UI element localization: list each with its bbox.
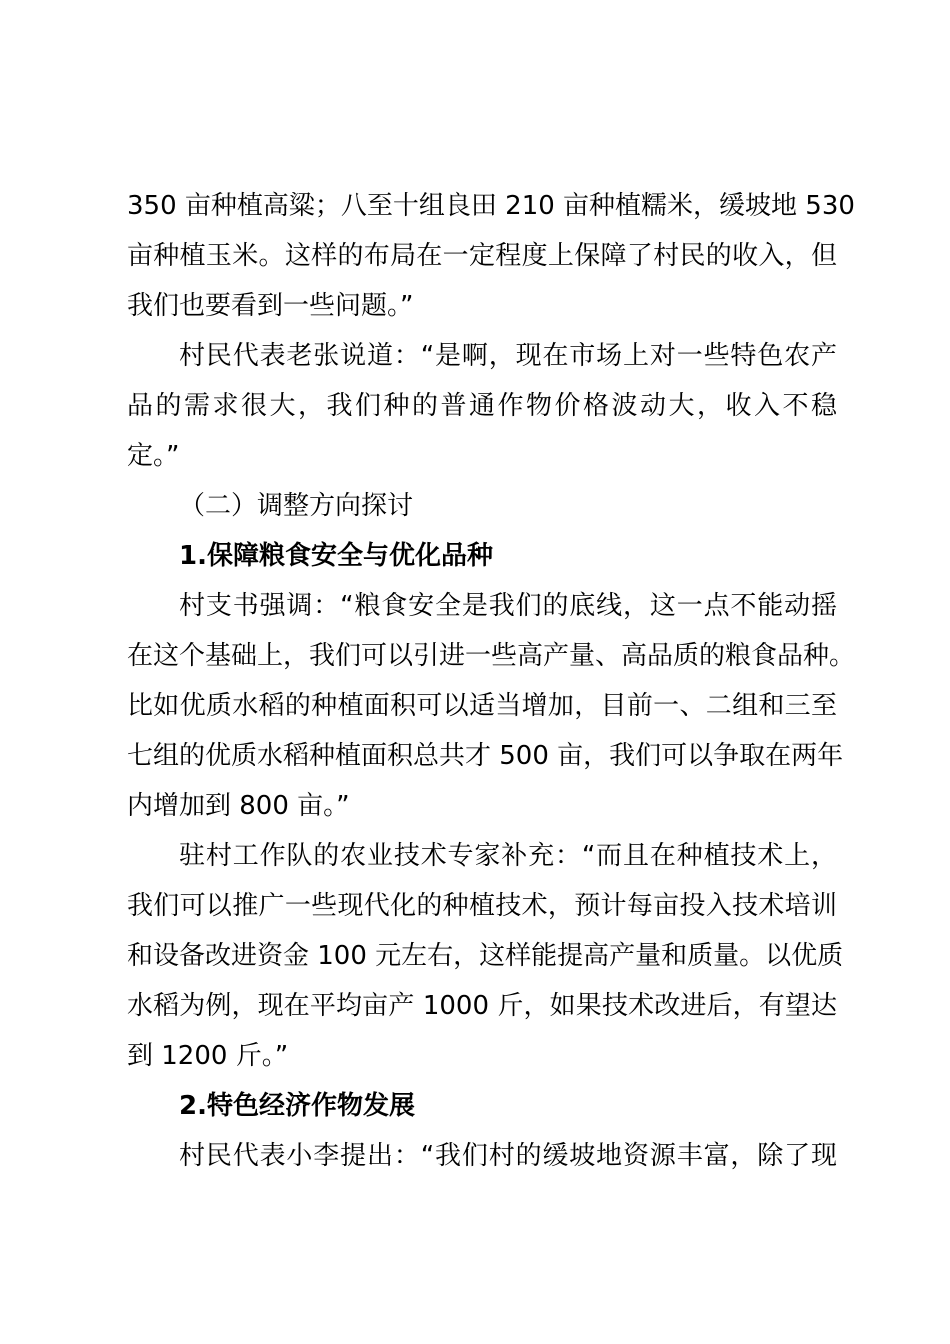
paragraph-line: 我们可以推广一些现代化的种植技术，预计每亩投入技术培训 <box>127 891 837 921</box>
paragraph-line: 我们也要看到一些问题。” <box>127 291 414 321</box>
paragraph-line: 到 1200 斤。” <box>127 1041 289 1071</box>
paragraph-line: 七组的优质水稻种植面积总共才 500 亩，我们可以争取在两年 <box>127 741 844 771</box>
paragraph-line: 350 亩种植高粱；八至十组良田 210 亩种植糯米，缓坡地 530 <box>127 191 855 221</box>
paragraph-line: 品的需求很大，我们种的普通作物价格波动大，收入不稳 <box>127 391 837 421</box>
paragraph-line: 在这个基础上，我们可以引进一些高产量、高品质的粮食品种。 <box>127 641 856 671</box>
paragraph-line: 和设备改进资金 100 元左右，这样能提高产量和质量。以优质 <box>127 941 844 971</box>
paragraph-line: 村民代表小李提出：“我们村的缓坡地资源丰富，除了现 <box>179 1141 837 1171</box>
section-heading: （二）调整方向探讨 <box>179 491 414 521</box>
paragraph-line: 驻村工作队的农业技术专家补充：“而且在种植技术上， <box>179 841 837 871</box>
paragraph-line: 定。” <box>127 441 180 471</box>
document-body <box>127 181 856 1181</box>
paragraph-line: 内增加到 800 亩。” <box>127 791 350 821</box>
subsection-heading: 1.保障粮食安全与优化品种 <box>179 541 493 571</box>
paragraph-line: 比如优质水稻的种植面积可以适当增加，目前一、二组和三至 <box>127 691 837 721</box>
paragraph-line: 水稻为例，现在平均亩产 1000 斤，如果技术改进后，有望达 <box>127 991 837 1021</box>
paragraph-line: 村民代表老张说道：“是啊，现在市场上对一些特色农产 <box>179 341 837 371</box>
paragraph-line: 亩种植玉米。这样的布局在一定程度上保障了村民的收入，但 <box>127 241 837 271</box>
paragraph-line: 村支书强调：“粮食安全是我们的底线，这一点不能动摇 <box>179 591 837 621</box>
subsection-heading: 2.特色经济作物发展 <box>179 1091 415 1121</box>
